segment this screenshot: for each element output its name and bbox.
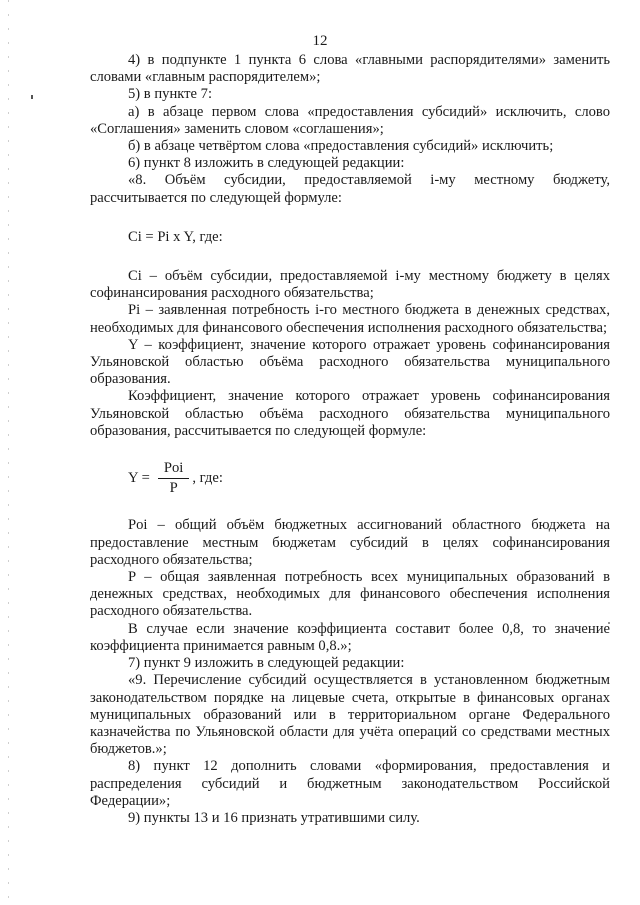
page-number: 12 (312, 33, 328, 49)
paragraph-item-4: 4) в подпункте 1 пункта 6 слова «главными распорядителями» заменить словами «главным распорядителем»; (90, 52, 610, 86)
formula-y-denominator: P (169, 480, 178, 497)
formula-y-numerator: Poi (158, 460, 189, 479)
paragraph-item-5a: а) в абзаце первом слова «предоставления субсидий» исключить, слово «Соглашения» заменить словом «соглашения»; (90, 103, 610, 137)
definition-pi: Pi – заявленная потребность i-го местного бюджета в денежных средствах, необходимых для финансового обеспечения исполнения расходного обязательства; (90, 302, 610, 336)
paragraph-item-9: 9) пункты 13 и 16 признать утратившими силу. (128, 809, 420, 826)
paragraph-item-5: 5) в пункте 7: (128, 86, 213, 103)
paragraph-item-7: 7) пункт 9 изложить в следующей редакции: (128, 655, 405, 672)
paragraph-item-5b: б) в абзаце четвёртом слова «предоставления субсидий» исключить; (128, 138, 554, 155)
formula-y-lhs: Y = (128, 470, 150, 487)
paragraph-clause-9: «9. Перечисление субсидий осуществляется в установленном бюджетным законодательством порядке на лицевые счета, открытые в финансовых органах муниципальных образований или в территориальном органе Федерального казначейства по Ульяновской области для учёта операций со средствами местных бюджетов.»; (90, 672, 610, 758)
definition-p: P – общая заявленная потребность всех муниципальных образований в денежных средствах, необходимых для финансового обеспечения исполнения расходного обязательства. (90, 569, 610, 620)
paragraph-item-8: 8) пункт 12 дополнить словами «формирования, предоставления и распределения субсидий и бюджетным законодательством Российской Федерации»; (90, 758, 610, 809)
document-body (90, 52, 610, 827)
formula-ci: Ci = Pi x Y, где: (128, 228, 223, 245)
paragraph-item-6: 6) пункт 8 изложить в следующей редакции: (128, 155, 405, 172)
paragraph-coefficient-limit: В случае если значение коэффициента составит более 0,8, то значение коэффициента принимается равным 0,8.»; (90, 620, 610, 654)
definition-y: Y – коэффициент, значение которого отражает уровень софинансирования Ульяновской областью объёма расходного обязательства муниципального образования. (90, 336, 610, 388)
paragraph-clause-8: «8. Объём субсидии, предоставляемой i-му местному бюджету, рассчитывается по следующей формуле: (90, 172, 610, 206)
definition-ci: Ci – объём субсидии, предоставляемой i-му местному бюджету в целях софинансирования расходного обязательства; (90, 268, 610, 302)
margin-mark (31, 95, 33, 99)
formula-y-fraction (158, 460, 189, 497)
definition-poi: Poi – общий объём бюджетных ассигнований областного бюджета на предоставление местным бюджетам субсидий в целях софинансирования расходного обязательства; (90, 517, 610, 568)
formula-y-suffix: , где: (192, 470, 223, 487)
formula-y (128, 460, 610, 497)
scan-artifact-dots (8, 0, 9, 905)
paragraph-coefficient: Коэффициент, значение которого отражает уровень софинансирования Ульяновской областью объёма расходного обязательства муниципального образования, рассчитывается по следующей формуле: (90, 388, 610, 439)
